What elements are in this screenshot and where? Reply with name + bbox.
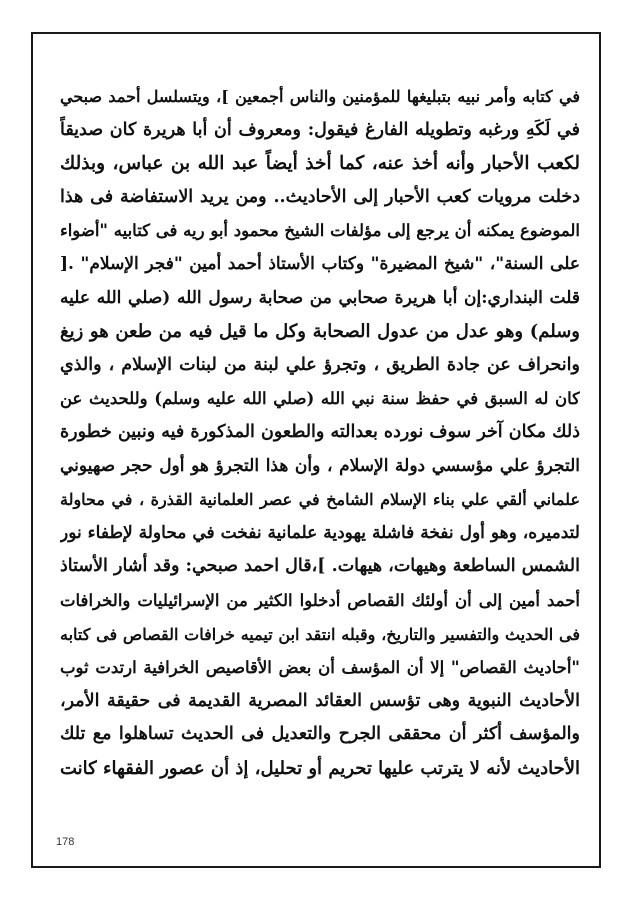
text-line: الأحاديث النبوية وهى تؤسس العقائد المصرية القديمة فى حقيقة الأمر، [60,690,580,711]
text-line: الأحاديث لأنه لا يترتب عليها تحريم أو تحليل، إذ أن عصور الفقهاء كانت [60,757,580,779]
text-line: دخلت مرويات كعب الأحبار إلى الأحاديث.. ومن يريد الاستفاضة فى هذا [60,186,580,207]
text-line: فى الحديث والتفسير والتاريخ، وقبله انتقد ابن تيميه خرافات القصاص فى كتابه [60,624,580,644]
text-line: الموضوع يمكنه أن يرجع إلى مؤلفات الشيخ محمود أبو ريه فى كتابيه "أضواء [60,221,580,241]
page-number: 178 [56,836,75,848]
text-line: أحمد أمين إلى أن أولئك القصاص أدخلوا الكثير من الإسرائيليات والخرافات [60,590,580,610]
text-line: في كتابه وأمر نبيه بتبليغها للمؤمنين والناس أجمعين ]، ويتسلسل أحمد صبحي [60,87,580,106]
text-line: علماني ألقي علي بناء الإسلام الشامخ في عصر العلمانية القذرة ، في محاولة [60,490,580,510]
text-line: ذلك مكان آخر سوف نورده بعدالته والطعون المذكورة فيه ونبين خطورة [60,421,580,442]
text-line: كان له السبق في حفظ سنة نبي الله (صلي الله عليه وسلم) وللحديث عن [60,389,580,409]
text-line: لكعب الأحبار وأنه أخذ عنه، كما أخذ أيضاً عبد الله بن عباس، وبذلك [60,153,580,175]
text-line: لتدميره، وهو أول نفخة فاشلة يهودية علمانية نفخت في محاولة لإطفاء نور [60,522,580,543]
text-line: التجرؤ علي مؤسسي دولة الإسلام ، وأن هذا التجرؤ هو أول حجر صهيوني [60,455,580,476]
text-line: الشمس الساطعة وهيهات، هيهات. ]،قال احمد صبحي: وقد أشار الأستاذ [60,556,580,577]
text-line: وسلم) وهو عدل من عدول الصحابة وكل ما قيل فيه من طعن هو زيغ [60,321,580,343]
text-line: وانحراف عن جادة الطريق ، وتجرؤ علي لبنة من لبنات الإسلام ، والذي [60,354,580,375]
text-line: قلت البنداري:إن أبا هريرة صحابي من صحابة رسول الله (صلي الله عليه [60,287,580,308]
text-line: في لَكَهِ ورغبه وتطويله الفارغ فيقول: ومعروف أن أبا هريرة كان صديقاً [60,119,580,140]
text-line: على السنة"، "شيخ المضيرة" وكتاب الأستاذ أحمد أمين "فجر الإسلام" .[ [60,253,580,274]
text-line: والمؤسف أكثر أن محققى الجرح والتعديل فى الحديث تساهلوا مع تلك [60,724,580,745]
body-text [60,80,580,785]
text-line: "أحاديث القصاص" إلا أن المؤسف أن بعض الأقاصيص الخرافية ارتدت ثوب [60,658,580,678]
